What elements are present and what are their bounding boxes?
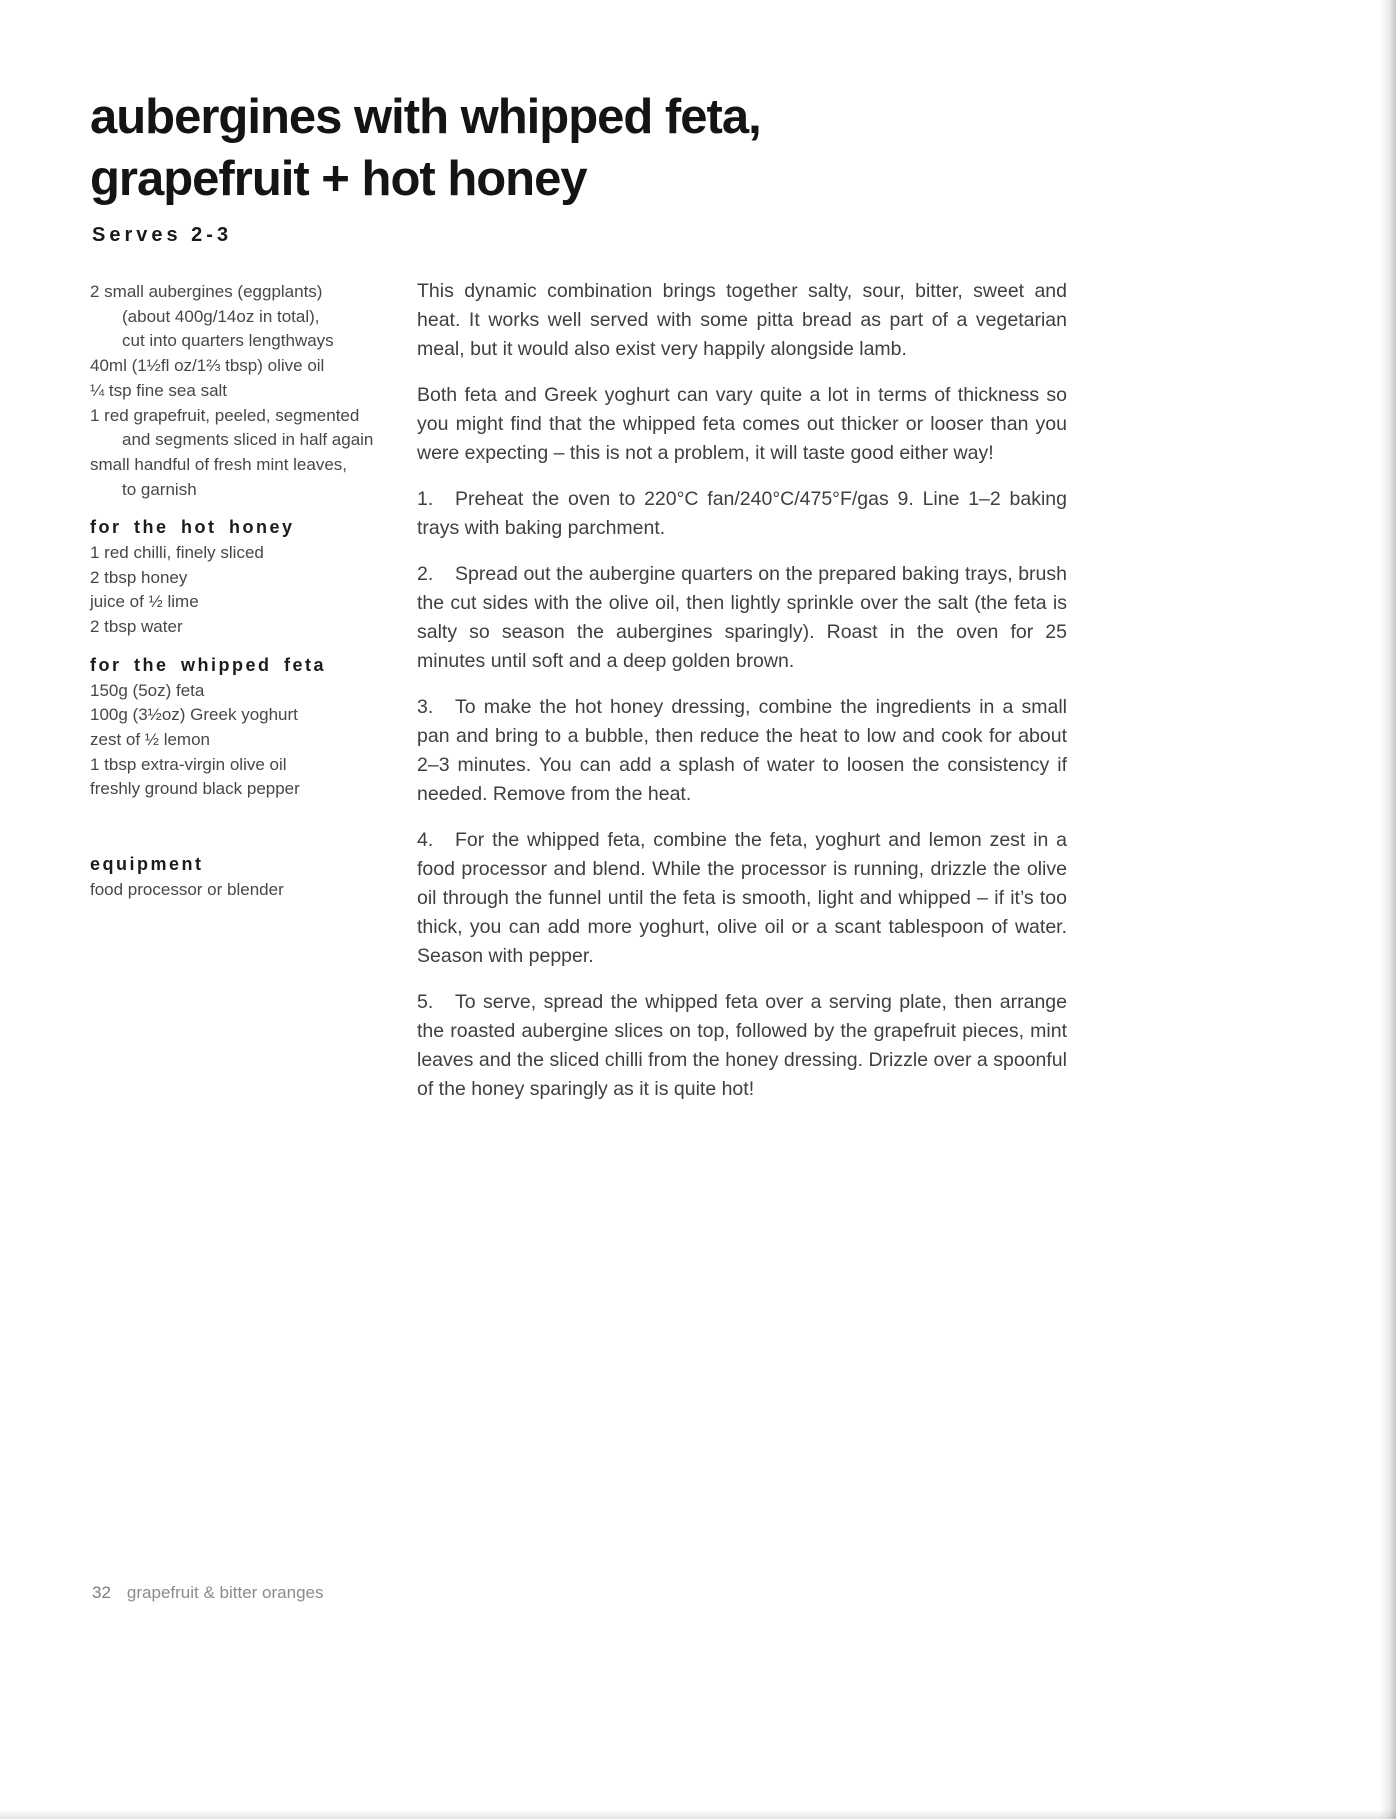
ingredient-line: juice of ½ lime: [90, 592, 199, 612]
serves-label: Serves 2-3: [92, 224, 233, 246]
page-number: 32: [92, 1583, 111, 1602]
ingredient-line: 2 small aubergines (eggplants): [90, 282, 323, 301]
ingredient-line: 2 tbsp water: [90, 617, 183, 637]
ingredient-line: small handful of fresh mint leaves,: [90, 454, 348, 474]
step-text: Spread out the aubergine quarters on the prepared baking trays, brush the cut sides with the olive oil, then lightly sprinkle over the salt (the feta is salty so season the aubergines sparingly). Roast in the oven for 25 minutes until soft and a deep golden brown.: [417, 563, 1067, 672]
step-text: For the whipped feta, combine the feta, yoghurt and lemon zest in a food processor and blend. While the processor is running, drizzle the olive oil through the funnel until the feta is smooth, light and whipped – if it’s too thick, you can add more yoghurt, olive oil or a scant tablespoon of water. Season with pepper.: [417, 829, 1067, 967]
step-text: To serve, spread the whipped feta over a serving plate, then arrange the roasted aubergine slices on top, followed by the grapefruit pieces, mint leaves and the sliced chilli from the honey dressing. Drizzle over a spoonful of the honey sparingly as it is quite hot!: [417, 991, 1067, 1100]
step-1: [417, 485, 1067, 543]
ingredient-line: ¼ tsp fine sea salt: [90, 380, 228, 400]
recipe-title-line2: grapefruit + hot honey: [90, 152, 587, 206]
equipment-heading: equipment: [90, 854, 204, 875]
ingredient-line: cut into quarters lengthways: [122, 331, 334, 351]
step-2: [417, 560, 1067, 676]
page-footer: [92, 1583, 323, 1603]
step-number: 4.: [417, 829, 434, 851]
step-4: [417, 826, 1067, 971]
page-edge-shadow-right: [1380, 0, 1396, 1819]
hot-honey-heading: for the hot honey: [90, 517, 295, 538]
ingredient-line: 40ml (1½fl oz/1⅔ tbsp) olive oil: [90, 356, 325, 376]
ingredient-line: 1 tbsp extra-virgin olive oil: [90, 754, 287, 774]
intro-paragraph: This dynamic combination brings together salty, sour, bitter, sweet and heat. It works well served with some pitta bread as part of a vegetarian meal, but it would also exist very happily alongside lamb.: [417, 280, 1067, 360]
ingredient-line: 1 red chilli, finely sliced: [90, 543, 264, 563]
ingredient-line: 150g (5oz) feta: [90, 680, 205, 700]
recipe-title-line1: aubergines with whipped feta,: [90, 90, 761, 144]
step-number: 5.: [417, 991, 434, 1013]
equipment-line: food processor or blender: [90, 879, 284, 899]
step-text: To make the hot honey dressing, combine the ingredients in a small pan and bring to a bubble, then reduce the heat to low and cook for about 2–3 minutes. You can add a splash of water to loosen the consistency if needed. Remove from the heat.: [417, 696, 1067, 805]
chapter-title: grapefruit & bitter oranges: [126, 1583, 324, 1602]
step-5: [417, 988, 1067, 1104]
step-number: 2.: [417, 563, 434, 585]
ingredient-line: freshly ground black pepper: [90, 779, 300, 799]
ingredient-line: to garnish: [122, 479, 197, 499]
ingredient-line: 2 tbsp honey: [90, 567, 188, 587]
ingredient-line: zest of ½ lemon: [90, 729, 211, 749]
recipe-title: [90, 86, 761, 210]
step-text: Preheat the oven to 220°C fan/240°C/475°F/gas 9. Line 1–2 baking trays with baking parchment.: [417, 488, 1067, 539]
ingredient-line: 100g (3½oz) Greek yoghurt: [90, 705, 298, 725]
ingredient-line: 1 red grapefruit, peeled, segmented: [90, 405, 360, 425]
step-number: 3.: [417, 696, 434, 718]
page-edge-shadow-bottom: [0, 1809, 1396, 1819]
ingredient-line: and segments sliced in half again: [122, 430, 374, 450]
intro-paragraph: Both feta and Greek yoghurt can vary quite a lot in terms of thickness so you might find that the whipped feta comes out thicker or looser than you were expecting – this is not a problem, it will taste good either way!: [417, 384, 1067, 464]
method-column: [417, 277, 1067, 1121]
whipped-feta-heading: for the whipped feta: [90, 654, 326, 675]
ingredient-line: (about 400g/14oz in total),: [122, 306, 320, 326]
step-3: [417, 693, 1067, 809]
ingredients-column: [90, 280, 410, 902]
step-number: 1.: [417, 488, 434, 510]
